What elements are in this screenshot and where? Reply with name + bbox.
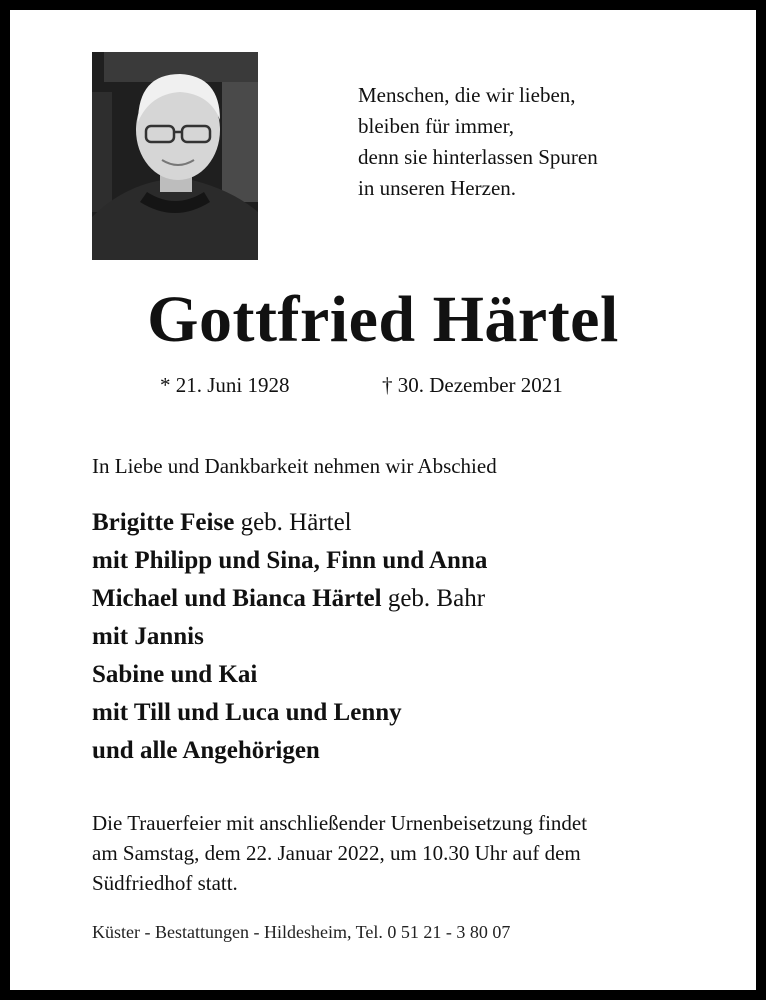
obituary-card [10,10,756,990]
mourner-line [92,732,487,770]
ceremony-line: Die Trauerfeier mit anschließender Urnenbeisetzung findet [92,811,588,835]
ceremony-line: am Samstag, dem 22. Januar 2022, um 10.30 Uhr auf dem [92,841,581,865]
mourner-name: Brigitte Feise [92,509,235,536]
mourners-list [92,504,487,770]
mourner-name: mit Philipp und Sina, Finn und Anna [92,547,488,574]
mourner-name: Sabine und Kai [92,661,258,688]
mourner-line [92,618,487,656]
death-date: † 30. Dezember 2021 [382,373,563,397]
mourner-name: und alle Angehörigen [92,737,320,764]
deceased-name: Gottfried Härtel [147,283,619,356]
mourner-suffix: geb. Härtel [234,509,352,536]
mourner-suffix: geb. Bahr [381,585,486,612]
life-dates [160,371,563,399]
ceremony-line: Südfriedhof statt. [92,871,238,895]
mourner-line [92,656,487,694]
quote-line: bleiben für immer, [358,114,515,138]
portrait-image [92,52,258,260]
farewell-intro: In Liebe und Dankbarkeit nehmen wir Abschied [92,454,497,478]
quote-line: denn sie hinterlassen Spuren [358,145,598,169]
ceremony-notice [92,808,587,898]
birth-date: * 21. Juni 1928 [160,373,290,397]
mourner-line [92,542,487,580]
funeral-home-contact: Küster - Bestattungen - Hildesheim, Tel. 0 51 21 - 3 80 07 [92,922,511,942]
mourner-line [92,580,487,618]
quote-line: Menschen, die wir lieben, [358,83,576,107]
portrait-photo [92,52,258,260]
mourner-line [92,504,487,542]
mourner-line [92,694,487,732]
mourner-name: mit Jannis [92,623,204,650]
memorial-quote [358,80,598,204]
quote-line: in unseren Herzen. [358,176,517,200]
mourner-name: Michael und Bianca Härtel [92,585,382,612]
mourner-name: mit Till und Luca und Lenny [92,699,402,726]
